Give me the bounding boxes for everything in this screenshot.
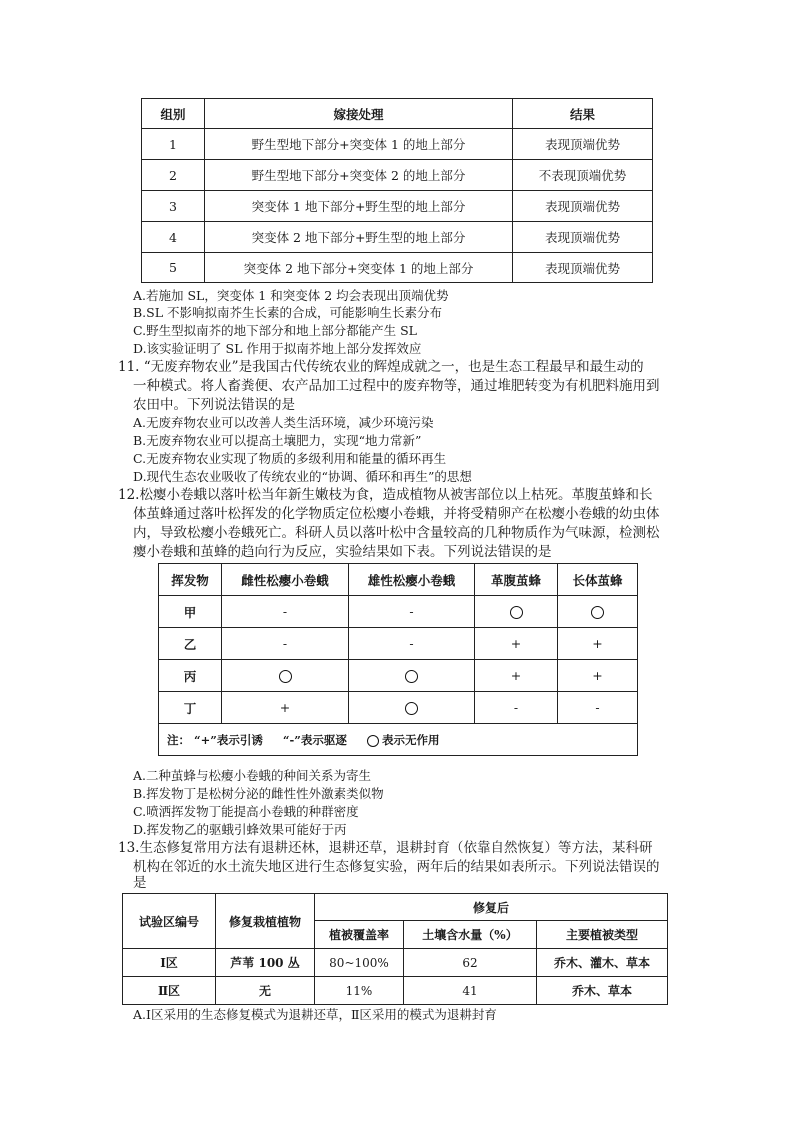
q12-option-c: C.喷洒挥发物丁能提高小卷蛾的种群密度 (133, 804, 359, 819)
vegetation-cell: 乔木、草本 (537, 977, 668, 1005)
q13-stem-line: 机构在邻近的水土流失地区进行生态修复实验，两年后的结果如表所示。下列说法错误的 (133, 859, 660, 875)
header-volatile: 挥发物 (159, 564, 222, 596)
header-zone: 试验区编号 (123, 894, 216, 949)
volatile-name: 丁 (159, 692, 222, 724)
q12-stem-line: 体茧蜂通过落叶松挥发的化学物质定位松瘿小卷蛾，并将受精卵产在松瘿小卷蛾的幼虫体 (133, 506, 660, 522)
table-row (159, 628, 638, 660)
circle-icon (367, 735, 379, 747)
q10-option-d: D.该实验证明了 SL 作用于拟南芥地上部分发挥效应 (133, 341, 422, 356)
q10-option-c: C.野生型拟南芥的地下部分和地上部分都能产生 SL (133, 323, 417, 338)
response-cell (222, 660, 349, 692)
header-result: 结果 (513, 99, 653, 129)
table-row (123, 949, 668, 977)
q11-stem-line: 一种模式。将人畜粪便、农产品加工过程中的废弃物等，通过堆肥转变为有机肥料施用到 (133, 378, 660, 394)
note-prefix: 注： (167, 732, 190, 747)
header-plant: 修复栽植植物 (216, 894, 315, 949)
zone-cell: Ⅱ区 (123, 977, 216, 1005)
header-group: 组别 (142, 99, 205, 129)
header-soil-water: 土壤含水量（%） (404, 921, 537, 949)
q11-option-b: B.无废弃物农业可以提高土壤肥力，实现“地力常新” (133, 433, 422, 448)
water-cell: 41 (404, 977, 537, 1005)
response-cell (558, 692, 638, 724)
table-row (123, 977, 668, 1005)
response-cell (475, 596, 558, 628)
q10-option-b: B.SL 不影响拟南芥生长素的合成，可能影响生长素分布 (133, 305, 442, 320)
volatile-table (158, 563, 638, 756)
plant-cell: 芦苇 100 丛 (216, 949, 315, 977)
q13-stem-line: 是 (133, 875, 147, 891)
vegetation-cell: 乔木、灌木、草本 (537, 949, 668, 977)
q11-stem-line: 11. “无废弃物农业”是我国古代传统农业的辉煌成就之一，也是生态工程最早和最生动的 (118, 359, 644, 375)
response-mark: + (592, 668, 603, 683)
volatile-name: 甲 (159, 596, 222, 628)
no-effect-circle-icon (405, 702, 418, 715)
response-mark: - (513, 700, 519, 715)
coverage-cell: 11% (315, 977, 404, 1005)
response-cell (558, 660, 638, 692)
treatment-cell: 突变体 1 地下部分+野生型的地上部分 (205, 191, 513, 222)
graft-table (141, 98, 653, 283)
header-after-restoration: 修复后 (315, 894, 668, 921)
result-cell: 表现顶端优势 (513, 191, 653, 222)
restoration-table (122, 893, 668, 1005)
zone-cell: Ⅰ区 (123, 949, 216, 977)
coverage-cell: 80~100% (315, 949, 404, 977)
response-cell (475, 692, 558, 724)
q11-stem-line: 农田中。下列说法错误的是 (133, 397, 295, 413)
response-cell (349, 692, 475, 724)
q12-stem-line: 12.松瘿小卷蛾以落叶松当年新生嫩枝为食，造成植物从被害部位以上枯死。革腹茧蜂和长 (118, 487, 653, 503)
group-id: 4 (142, 222, 205, 253)
result-cell: 表现顶端优势 (513, 129, 653, 160)
water-cell: 62 (404, 949, 537, 977)
q12-stem-line: 内，导致松瘿小卷蛾死亡。科研人员以落叶松中含量较高的几种物质作为气味源，检测松 (133, 525, 660, 541)
group-id: 1 (142, 129, 205, 160)
header-treatment: 嫁接处理 (205, 99, 513, 129)
no-effect-circle-icon (591, 606, 604, 619)
table-row (142, 253, 653, 283)
header-wasp-b: 长体茧蜂 (558, 564, 638, 596)
note-minus: “-”表示驱逐 (282, 732, 347, 747)
header-male-moth: 雄性松瘿小卷蛾 (349, 564, 475, 596)
response-cell (222, 596, 349, 628)
q11-option-c: C.无废弃物农业实现了物质的多级利用和能量的循环再生 (133, 451, 447, 466)
q12-option-a: A.二种茧蜂与松瘿小卷蛾的种间关系为寄生 (133, 768, 372, 783)
treatment-cell: 野生型地下部分+突变体 2 的地上部分 (205, 160, 513, 191)
response-cell (349, 660, 475, 692)
table-header-row (142, 99, 653, 129)
treatment-cell: 野生型地下部分+突变体 1 的地上部分 (205, 129, 513, 160)
response-cell (558, 596, 638, 628)
q13-stem-line: 13.生态修复常用方法有退耕还林，退耕还草，退耕封育（依靠自然恢复）等方法，某科研 (118, 840, 653, 856)
table-row (142, 191, 653, 222)
table-row (142, 160, 653, 191)
response-mark: - (409, 636, 414, 651)
response-mark: - (595, 700, 600, 715)
response-cell (475, 660, 558, 692)
header-wasp-a: 革腹茧蜂 (475, 564, 558, 596)
response-mark: - (282, 636, 288, 651)
header-female-moth: 雌性松瘿小卷蛾 (222, 564, 349, 596)
treatment-cell: 突变体 2 地下部分+野生型的地上部分 (205, 222, 513, 253)
group-id: 3 (142, 191, 205, 222)
header-coverage: 植被覆盖率 (315, 921, 404, 949)
table-note-row (159, 724, 638, 756)
response-cell (475, 628, 558, 660)
table-row (142, 129, 653, 160)
q12-stem-line: 瘿小卷蛾和茧蜂的趋向行为反应，实验结果如下表。下列说法错误的是 (133, 544, 552, 560)
table-note (159, 724, 638, 756)
result-cell: 表现顶端优势 (513, 222, 653, 253)
no-effect-circle-icon (279, 670, 292, 683)
response-mark: + (279, 700, 291, 715)
response-mark: - (282, 604, 288, 619)
table-header-row (123, 894, 668, 921)
response-cell (349, 596, 475, 628)
response-mark: + (510, 636, 522, 651)
table-header-row (159, 564, 638, 596)
response-cell (558, 628, 638, 660)
response-mark: - (409, 604, 414, 619)
treatment-cell: 突变体 2 地下部分+突变体 1 的地上部分 (205, 253, 513, 283)
result-cell: 表现顶端优势 (513, 253, 653, 283)
q10-option-a: A.若施加 SL，突变体 1 和突变体 2 均会表现出顶端优势 (133, 288, 449, 303)
q13-option-a: A.Ⅰ区采用的生态修复模式为退耕还草，Ⅱ区采用的模式为退耕封育 (133, 1007, 497, 1022)
header-vegetation-type: 主要植被类型 (537, 921, 668, 949)
plant-cell: 无 (216, 977, 315, 1005)
table-row (159, 692, 638, 724)
table-row (159, 596, 638, 628)
q12-option-d: D.挥发物乙的驱蛾引蜂效果可能好于丙 (133, 822, 347, 837)
note-ring-text: 表示无作用 (381, 732, 440, 747)
q11-option-a: A.无废弃物农业可以改善人类生活环境，减少环境污染 (133, 415, 434, 430)
volatile-name: 丙 (159, 660, 222, 692)
response-mark: + (592, 636, 603, 651)
no-effect-circle-icon (510, 606, 523, 619)
response-cell (349, 628, 475, 660)
volatile-name: 乙 (159, 628, 222, 660)
table-row (159, 660, 638, 692)
q12-option-b: B.挥发物丁是松树分泌的雌性性外激素类似物 (133, 786, 384, 801)
response-cell (222, 628, 349, 660)
response-mark: + (510, 668, 522, 683)
group-id: 5 (142, 253, 205, 283)
note-plus: “+”表示引诱 (194, 732, 263, 747)
response-cell (222, 692, 349, 724)
q11-option-d: D.现代生态农业吸收了传统农业的“协调、循环和再生”的思想 (133, 469, 472, 484)
no-effect-circle-icon (405, 670, 418, 683)
table-row (142, 222, 653, 253)
result-cell: 不表现顶端优势 (513, 160, 653, 191)
group-id: 2 (142, 160, 205, 191)
